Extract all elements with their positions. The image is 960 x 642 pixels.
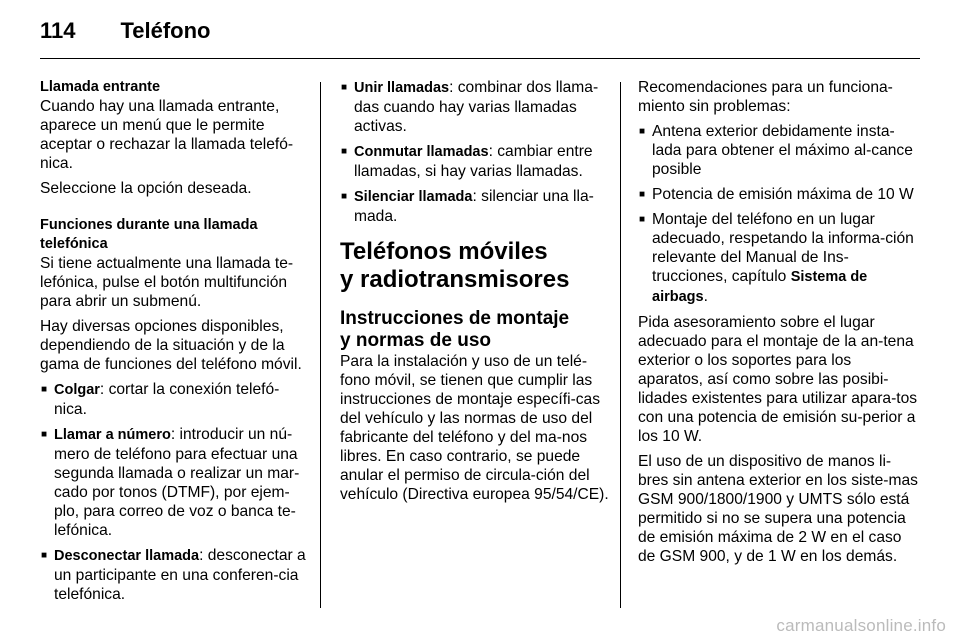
page-header (40, 18, 210, 48)
section-title-line-1: Teléfonos móviles (340, 238, 548, 265)
column-divider-2 (620, 82, 621, 608)
call-function-list (40, 380, 312, 604)
incoming-call-text: Cuando hay una llamada entrante, aparece un menú que le permite aceptar o rechazar la llamada telefó-nica. (40, 98, 294, 172)
section-title-line-2: y radiotransmisores (340, 266, 570, 293)
spacer (40, 204, 312, 216)
item-text: Antena exterior debidamente insta-lada para obtener el máximo al-cance posible (652, 123, 913, 178)
list-item (340, 78, 612, 136)
item-term: Colgar (54, 382, 100, 398)
column-2 (340, 78, 612, 510)
subsection-title (340, 308, 612, 352)
list-item (40, 546, 312, 604)
call-function-list-continued (340, 78, 612, 226)
item-desc: : cambiar entre llamadas, si hay varias llamadas. (354, 143, 593, 180)
item-desc: : cortar la conexión telefó-nica. (54, 381, 280, 418)
column-3 (638, 78, 918, 572)
handsfree-text: El uso de un dispositivo de manos li-bres sin antena exterior en los siste-mas GSM 900/1800/1900 y UMTS sólo está permitido si no se supera una potencia de emisión máxima de 2 W en el caso de GSM 900, y de 1 W en los demás. (638, 453, 918, 565)
select-option-text: Seleccione la opción deseada. (40, 180, 252, 197)
list-item (638, 185, 918, 204)
item-text: Montaje del teléfono en un lugar adecuado, respetando la informa-ción relevante del Manual de Ins-trucciones, capítulo (652, 211, 914, 285)
item-tail: . (703, 288, 708, 305)
page-title: Teléfono (120, 18, 211, 43)
options-text: Hay diversas opciones disponibles, dependiendo de la situación y de la gama de funciones del teléfono móvil. (40, 318, 302, 373)
incoming-call-heading: Llamada entrante (40, 79, 161, 95)
column-1 (40, 78, 312, 610)
recommendations-list (638, 122, 918, 307)
item-term: Conmutar llamadas (354, 144, 489, 160)
item-desc: : combinar dos llama-das cuando hay varias llamadas activas. (354, 79, 599, 135)
section-title (340, 238, 612, 294)
watermark: carmanualsonline.info (776, 616, 946, 635)
item-term: Llamar a número (54, 427, 171, 443)
list-item (340, 142, 612, 181)
during-call-text: Si tiene actualmente una llamada te-lefónica, pulse el botón multifunción para abrir un submenú. (40, 255, 294, 310)
subsection-title-line-1: Instrucciones de montaje (340, 308, 570, 329)
antenna-advice-text: Pida asesoramiento sobre el lugar adecuado para el montaje de la an-tena exterior o los soportes para los aparatos, así como sobre las posibi-lidades existentes para utilizar apara-tos con una potencia de emisión su-perior a los 10 W. (638, 314, 918, 445)
item-term: Silenciar llamada (354, 189, 473, 205)
recommendations-intro: Recomendaciones para un funciona-miento sin problemas: (638, 79, 893, 115)
item-desc: : desconectar a un participante en una conferen-cia telefónica. (54, 547, 306, 603)
column-divider-1 (320, 82, 321, 608)
list-item (40, 425, 312, 540)
list-item (638, 210, 918, 307)
item-term: Unir llamadas (354, 80, 450, 96)
page-number: 114 (40, 18, 76, 43)
item-text: Potencia de emisión máxima de 10 W (652, 186, 914, 203)
subsection-title-line-2: y normas de uso (340, 330, 491, 351)
list-item (340, 187, 612, 226)
during-call-heading: Funciones durante una llamada telefónica (40, 217, 258, 252)
header-rule (40, 58, 920, 59)
installation-text: Para la instalación y uso de un telé-fono móvil, se tienen que cumplir las instrucciones de montaje específi-cas del vehículo y las normas de uso del fabricante del teléfono y del ma-nos libres. En caso contrario, se puede anular el permiso de circula-ción del vehículo (Directiva europea 95/54/CE). (340, 353, 609, 503)
airbag-reference: Sistema de airbags (652, 269, 868, 305)
item-desc: : introducir un nú-mero de teléfono para efectuar una segunda llamada o realizar un mar-cado por tonos (DTMF), por ejem-plo, para correo de voz o banca te-lefónica. (54, 426, 300, 539)
list-item (40, 380, 312, 419)
item-desc: : silenciar una lla-mada. (354, 188, 594, 225)
list-item (638, 122, 918, 179)
item-term: Desconectar llamada (54, 548, 200, 564)
